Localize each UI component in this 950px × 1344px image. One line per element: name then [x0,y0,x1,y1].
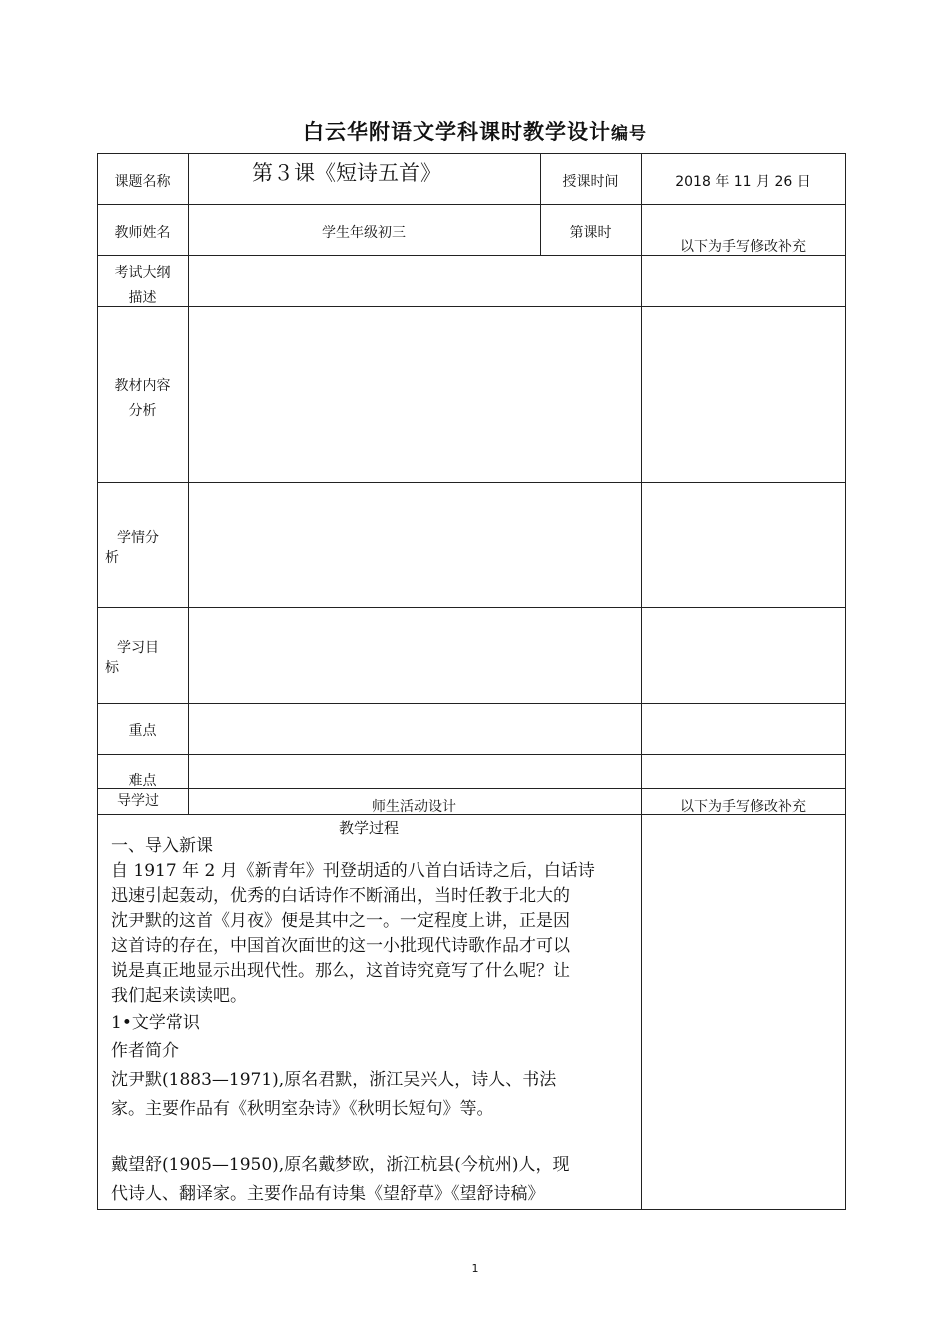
course-name-value: 第３课《短诗五首》 [252,161,441,185]
process-line: 自 1917 年 2 月《新青年》刊登胡适的八首白话诗之后，白话诗 [111,861,595,881]
teacher-label: 教师姓名 [114,225,171,241]
class-time-label: 授课时间 [562,174,619,190]
process-line: 一、导入新课 [111,836,213,856]
learning-goal-label-line2: 标 [105,660,119,676]
title-suffix: 编号 [611,124,647,144]
course-name-label: 课题名称 [114,174,171,190]
process-line: 代诗人、翻译家。主要作品有诗集《望舒草》《望舒诗稿》 [111,1184,545,1204]
handwritten-note-header: 以下为手写修改补充 [680,239,806,255]
process-line: 沈尹默的这首《月夜》便是其中之一。一定程度上讲，正是因 [111,911,570,931]
key-point-label: 重点 [128,723,157,739]
document-title [0,116,950,146]
process-line: 迅速引起轰动，优秀的白话诗作不断涌出，当时任教于北大的 [111,886,570,906]
title-main: 白云华附语文学科课时教学设计 [303,120,611,144]
student-analysis-label-line1: 学情分 [117,530,159,546]
process-line: 说是真正地显示出现代性。那么，这首诗究竟写了什么呢？让 [111,961,570,981]
exam-outline-label-line2: 描述 [128,290,157,306]
process-line: 作者简介 [111,1041,179,1061]
page-number: 1 [471,1262,479,1275]
teaching-process-heading: 教学过程 [338,819,399,837]
process-line: 家。主要作品有《秋明室杂诗》《秋明长短句》等。 [111,1099,494,1119]
guide-process-label: 导学过 [117,793,159,809]
process-line: 戴望舒(1905—1950),原名戴梦欧，浙江杭县(今杭州)人，现 [111,1155,570,1175]
process-line: 这首诗的存在，中国首次面世的这一小批现代诗歌作品才可以 [111,936,570,956]
process-line: 我们起来读读吧。 [111,986,247,1006]
student-analysis-label-line2: 析 [105,550,119,566]
class-time-value: 2018 年 11 月 26 日 [675,174,811,190]
grade-value: 学生年级初三 [322,225,406,241]
textbook-analysis-label-line1: 教材内容 [114,378,171,394]
difficulty-label: 难点 [128,773,157,789]
period-label: 第课时 [569,225,612,241]
handwritten-note-process: 以下为手写修改补充 [680,799,806,815]
activity-design-label: 师生活动设计 [372,799,456,815]
exam-outline-label-line1: 考试大纲 [114,265,171,281]
textbook-analysis-label-line2: 分析 [128,403,157,419]
process-line: 1•文学常识 [111,1013,200,1033]
learning-goal-label-line1: 学习目 [117,640,159,656]
process-line: 沈尹默(1883—1971),原名君默，浙江吴兴人，诗人、书法 [111,1070,557,1090]
